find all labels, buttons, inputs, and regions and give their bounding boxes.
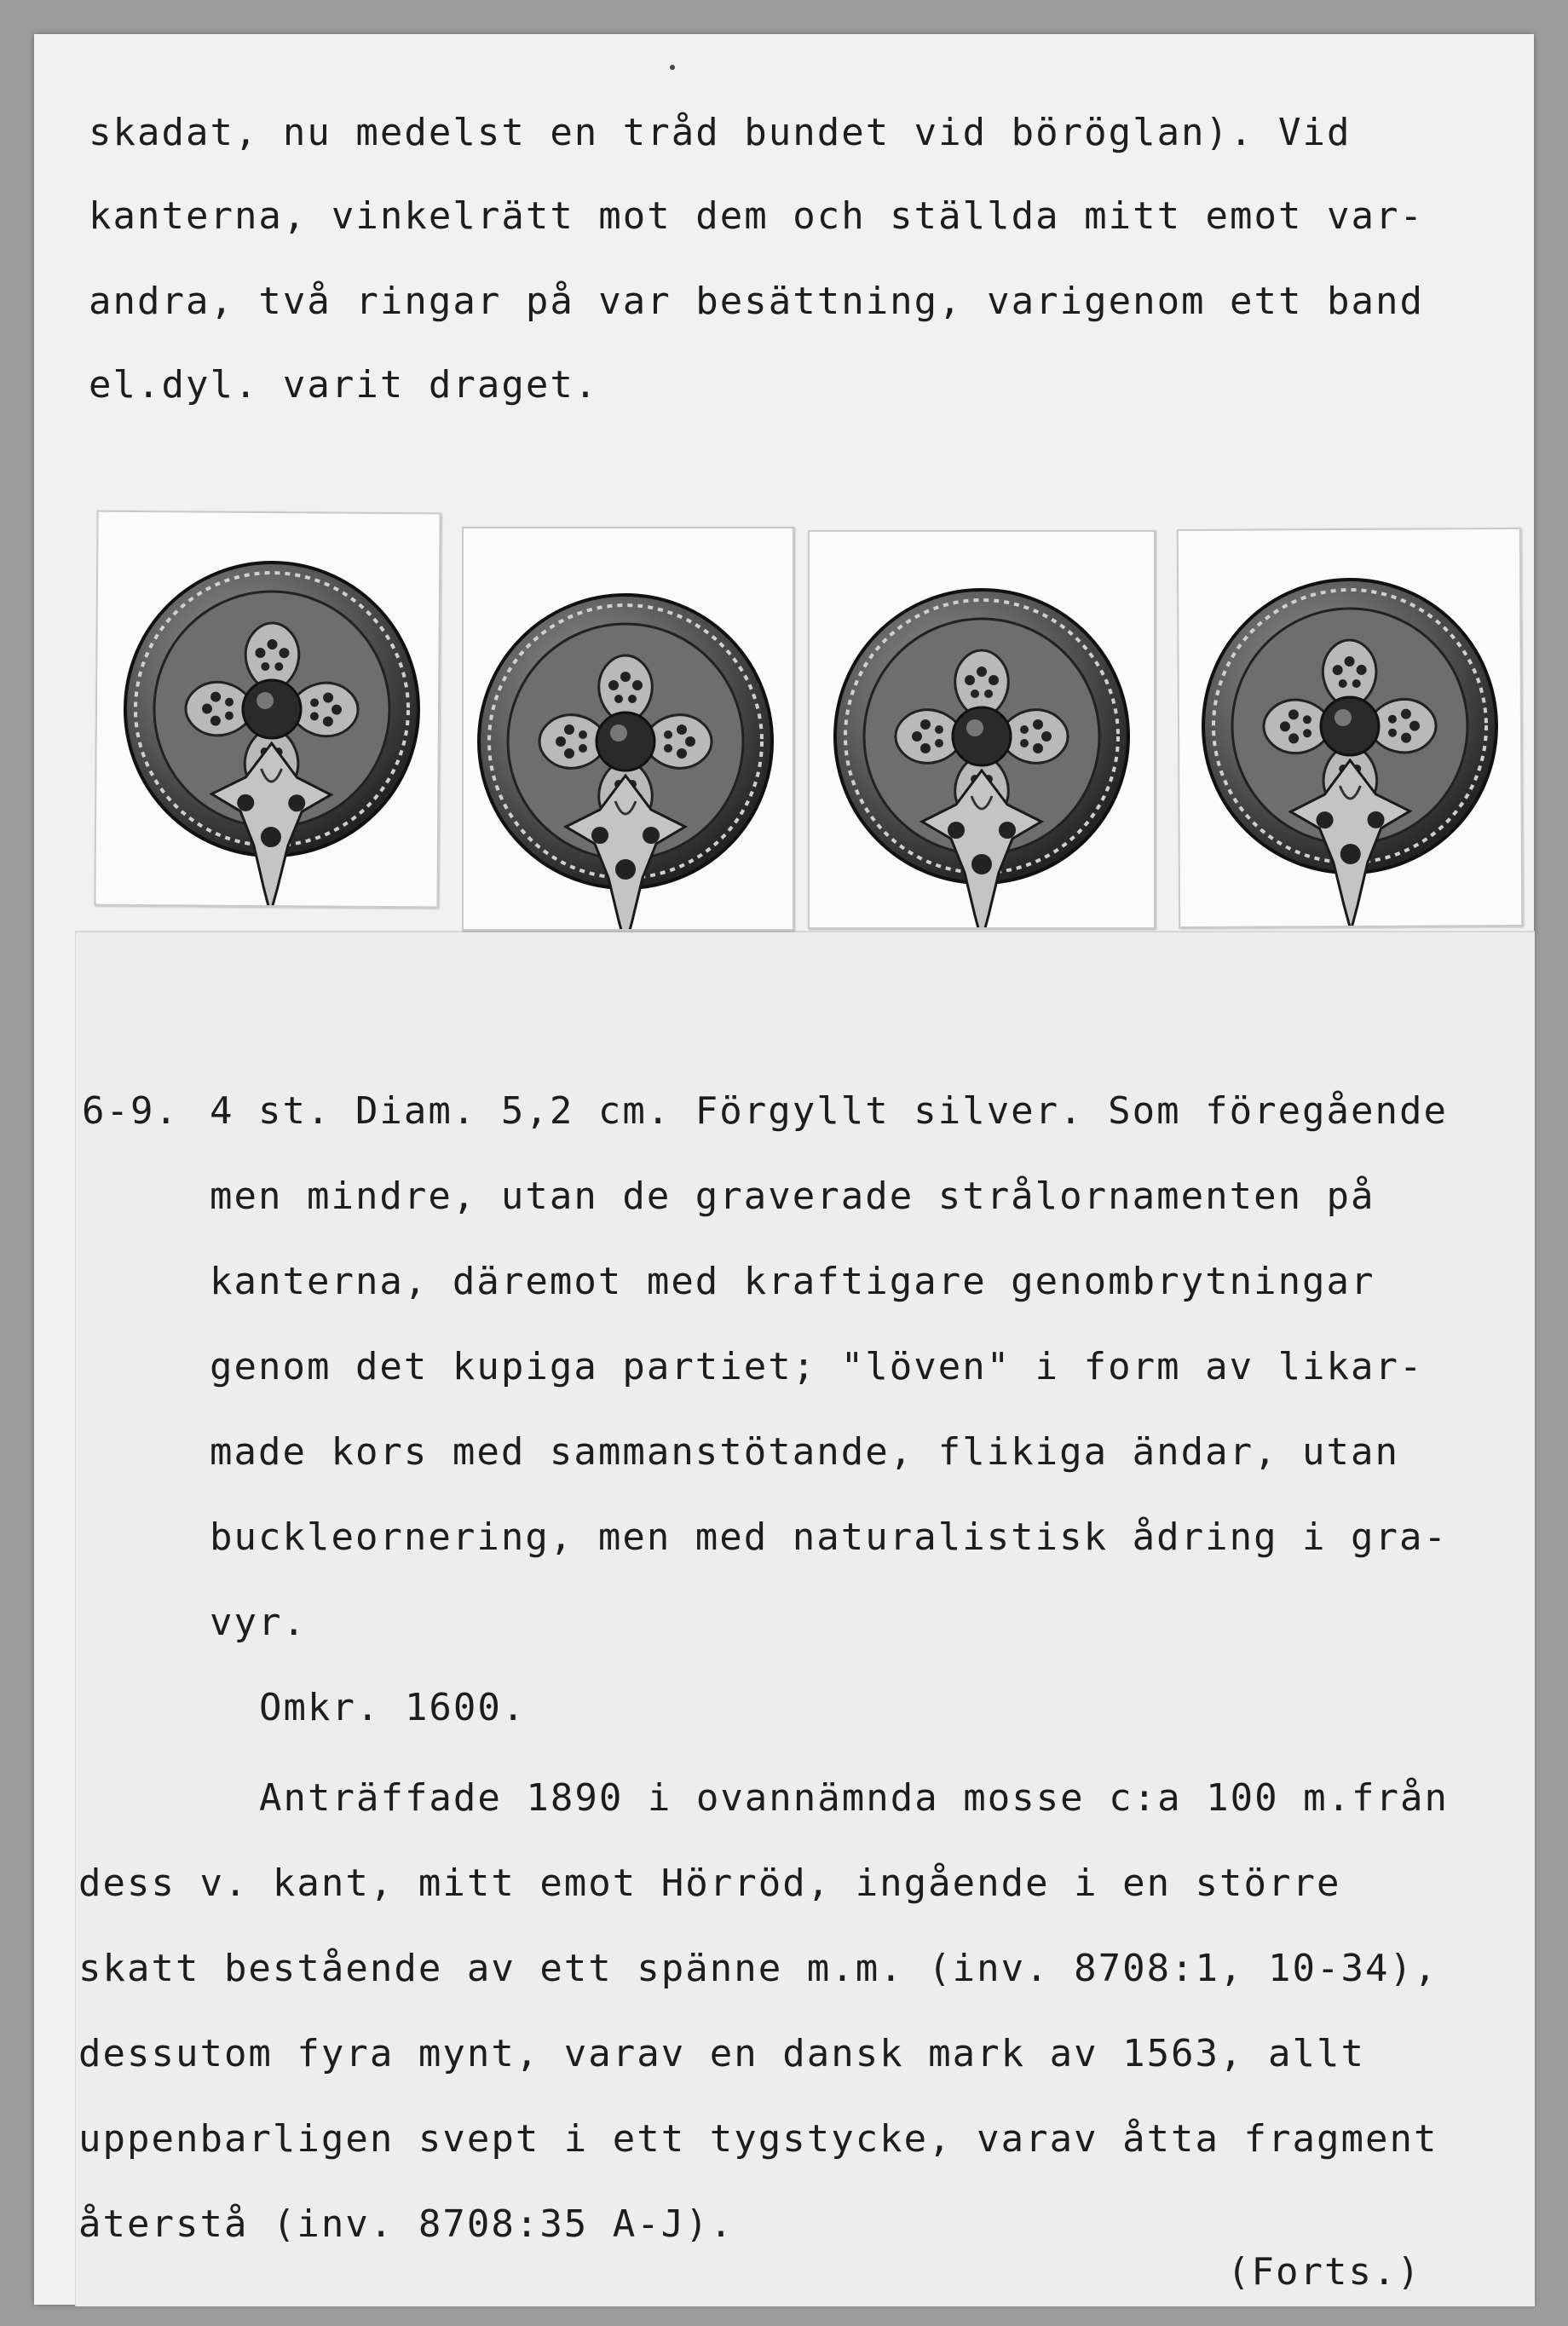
find-line-1: Anträffade 1890 i ovannämnda mosse c:a 100 m.från bbox=[259, 1776, 1450, 1820]
top-line-2: kanterna, vinkelrätt mot dem och ställda mitt emot var- bbox=[89, 194, 1424, 238]
brooch-photo-3 bbox=[808, 530, 1156, 929]
find-line-6: återstå (inv. 8708:35 A-J). bbox=[78, 2202, 735, 2246]
entry-line-3: kanterna, däremot med kraftigare genombrytningar bbox=[210, 1260, 1375, 1303]
top-line-4: el.dyl. varit draget. bbox=[89, 363, 599, 407]
continued-note: (Forts.) bbox=[1227, 2250, 1421, 2294]
find-line-2: dess v. kant, mitt emot Hörröd, ingående i en större bbox=[78, 1861, 1341, 1905]
top-line-1: skadat, nu medelst en tråd bundet vid böröglan). Vid bbox=[89, 111, 1352, 154]
entry-line-6: buckleornering, men med naturalistisk ådring i gra- bbox=[210, 1515, 1449, 1559]
entry-number: 6-9. bbox=[82, 1089, 179, 1133]
brooch-drawing bbox=[810, 532, 1154, 927]
find-line-3: skatt bestående av ett spänne m.m. (inv. 8708:1, 10-34), bbox=[78, 1947, 1438, 1990]
brooch-drawing bbox=[464, 528, 793, 929]
top-line-3: andra, två ringar på var besättning, varigenom ett band bbox=[89, 280, 1424, 323]
brooch-photo-2 bbox=[462, 527, 794, 931]
brooch-drawing bbox=[1179, 529, 1521, 926]
entry-line-4: genom det kupiga partiet; "löven" i form av likar- bbox=[210, 1345, 1424, 1388]
entry-line-2: men mindre, utan de graverade strålornamenten på bbox=[210, 1175, 1375, 1218]
brooch-photo-1 bbox=[94, 511, 441, 909]
page-mark bbox=[670, 65, 675, 70]
entry-line-1: 4 st. Diam. 5,2 cm. Förgyllt silver. Som föregående bbox=[210, 1089, 1449, 1133]
find-line-4: dessutom fyra mynt, varav en dansk mark av 1563, allt bbox=[78, 2032, 1365, 2075]
entry-line-5: made kors med sammanstötande, flikiga ändar, utan bbox=[210, 1430, 1400, 1474]
entry-line-7: vyr. bbox=[210, 1601, 307, 1644]
brooch-photo-4 bbox=[1177, 528, 1523, 928]
brooch-drawing bbox=[95, 512, 439, 907]
find-line-5: uppenbarligen svept i ett tygstycke, varav åtta fragment bbox=[78, 2117, 1438, 2161]
date-line: Omkr. 1600. bbox=[259, 1686, 527, 1729]
